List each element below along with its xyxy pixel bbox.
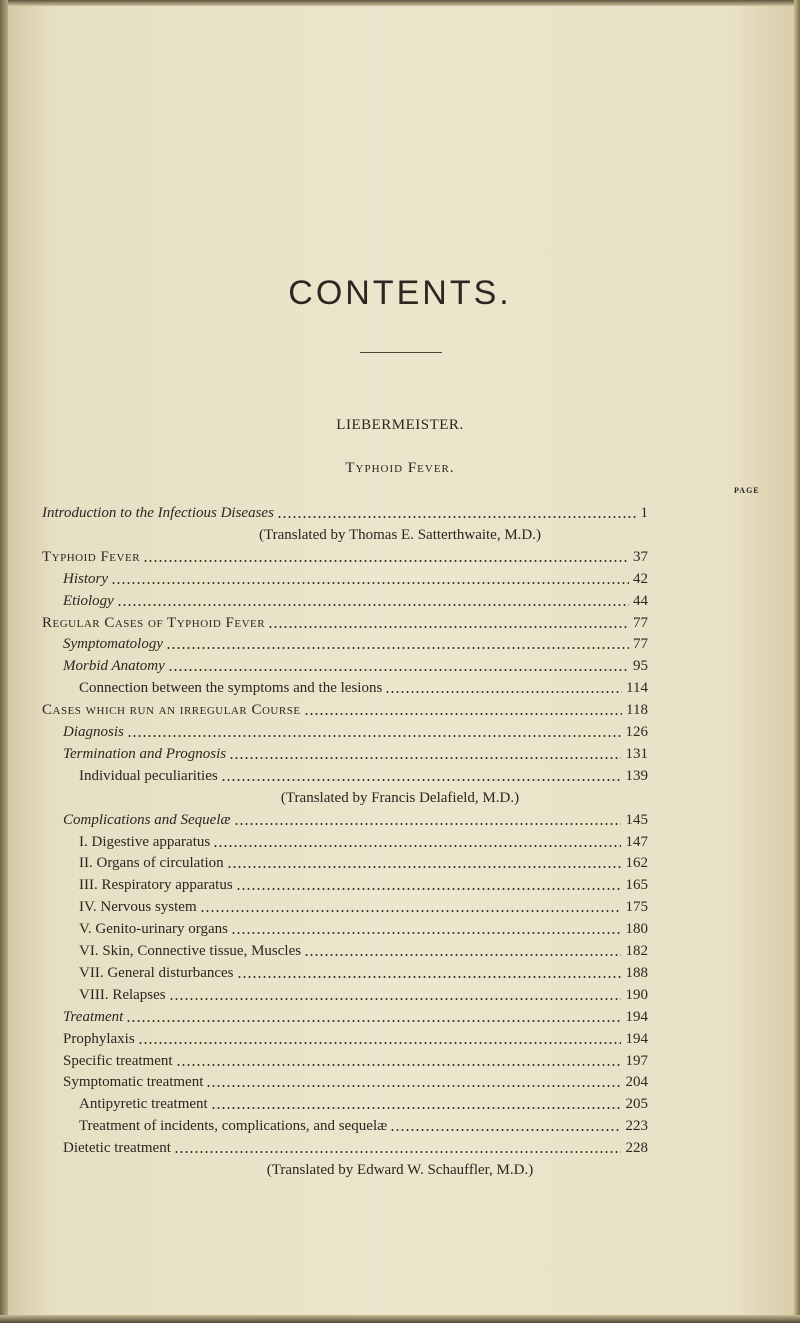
toc-entry-page: 197 bbox=[625, 1052, 648, 1069]
toc-leader-dots bbox=[200, 896, 621, 918]
toc-leader-dots bbox=[236, 874, 621, 896]
toc-leader-dots bbox=[304, 940, 621, 962]
toc-entry bbox=[0, 852, 800, 874]
toc-entry-label: VII. General disturbances bbox=[79, 964, 234, 981]
toc-entry-label: Morbid Anatomy bbox=[63, 658, 165, 675]
toc-entry-label: Antipyretic treatment bbox=[79, 1096, 208, 1113]
toc-entry-label: Treatment of incidents, complications, and sequelæ bbox=[79, 1118, 388, 1135]
toc-leader-dots bbox=[174, 1137, 621, 1159]
toc-entry-label: V. Genito-urinary organs bbox=[79, 921, 229, 938]
toc-entry-page: 182 bbox=[625, 943, 648, 959]
toc-entry bbox=[0, 1093, 800, 1115]
toc-entry-page: 37 bbox=[633, 548, 648, 565]
toc-entry bbox=[0, 809, 800, 831]
toc-entry bbox=[0, 1028, 800, 1050]
author-heading: LIEBERMEISTER. bbox=[336, 417, 464, 433]
toc-entry-label: Complications and Sequelæ bbox=[63, 811, 231, 828]
toc-leader-dots bbox=[229, 743, 621, 765]
toc-entry bbox=[0, 655, 800, 677]
toc-entry-page: 114 bbox=[626, 680, 648, 697]
toc-entry bbox=[0, 546, 800, 568]
toc-entry-label: Introduction to the Infectious Diseases bbox=[42, 505, 274, 521]
toc-entry bbox=[0, 874, 800, 896]
toc-entry bbox=[0, 984, 800, 1006]
toc-entry-label: Typhoid Fever bbox=[42, 548, 141, 565]
toc-entry-page: 228 bbox=[625, 1140, 648, 1157]
toc-entry bbox=[0, 1006, 800, 1028]
toc-entry bbox=[0, 743, 800, 765]
translator-note: (Translated by Edward W. Schauffler, M.D.) bbox=[266, 1162, 534, 1178]
toc-leader-dots bbox=[234, 809, 621, 831]
toc-leader-dots bbox=[168, 655, 629, 677]
toc-entry-page: 42 bbox=[633, 570, 648, 587]
title-rule bbox=[360, 352, 442, 353]
toc-entry-label: Treatment bbox=[63, 1008, 124, 1025]
toc-leader-dots bbox=[385, 677, 622, 699]
toc-entry bbox=[0, 633, 800, 655]
toc-entry-label: VIII. Relapses bbox=[79, 986, 166, 1003]
toc-entry-page: 95 bbox=[633, 658, 648, 675]
toc-entry-page: 205 bbox=[625, 1096, 648, 1113]
toc-entry-label: IV. Nervous system bbox=[79, 899, 197, 916]
toc-entry-label: Individual peculiarities bbox=[79, 767, 218, 784]
toc-entry bbox=[0, 590, 800, 612]
toc-entry-page: 223 bbox=[625, 1118, 648, 1135]
toc-entry-page: 147 bbox=[625, 833, 648, 850]
toc-entry-page: 175 bbox=[625, 899, 648, 916]
toc-entry-page: 77 bbox=[633, 614, 648, 631]
toc-entry-label: Specific treatment bbox=[63, 1052, 173, 1069]
toc-leader-dots bbox=[211, 1093, 621, 1115]
toc-entry bbox=[0, 962, 800, 984]
toc-entry bbox=[0, 721, 800, 743]
toc-entry-page: 204 bbox=[625, 1074, 648, 1091]
toc-leader-dots bbox=[126, 1006, 621, 1028]
toc-entry bbox=[0, 765, 800, 787]
toc-entry-label: Diagnosis bbox=[63, 724, 124, 740]
toc-leader-dots bbox=[277, 502, 636, 524]
toc-entry-page: 194 bbox=[625, 1008, 648, 1025]
toc-leader-dots bbox=[143, 546, 629, 568]
toc-leader-dots bbox=[111, 568, 629, 590]
toc-leader-dots bbox=[237, 962, 621, 984]
toc-entry bbox=[0, 568, 800, 590]
toc-entry-label: III. Respiratory apparatus bbox=[79, 877, 233, 894]
toc-entry bbox=[0, 1115, 800, 1137]
toc-entry-page: 139 bbox=[625, 767, 648, 784]
toc-entry-label: Termination and Prognosis bbox=[63, 745, 227, 762]
page-edge-top bbox=[0, 0, 800, 6]
toc-entry-label: Etiology bbox=[63, 592, 114, 609]
toc-leader-dots bbox=[221, 765, 621, 787]
toc-entry-page: 190 bbox=[625, 986, 648, 1003]
toc-entry bbox=[0, 896, 800, 918]
toc-leader-dots bbox=[176, 1050, 621, 1072]
toc-entry bbox=[0, 918, 800, 940]
toc-leader-dots bbox=[169, 984, 621, 1006]
toc-entry-label: Symptomatic treatment bbox=[63, 1074, 204, 1091]
toc-entry-label: Regular Cases of Typhoid Fever bbox=[42, 614, 266, 631]
toc-entry bbox=[0, 831, 800, 853]
toc-entry bbox=[0, 699, 800, 721]
toc-entry-page: 188 bbox=[625, 964, 648, 981]
toc-entry-page: 44 bbox=[633, 592, 648, 609]
toc-entry-label: I. Digestive apparatus bbox=[79, 833, 211, 850]
toc-entry-page: 131 bbox=[625, 745, 648, 762]
toc-leader-dots bbox=[227, 852, 621, 874]
page-column-label: PAGE bbox=[734, 486, 760, 495]
toc-entry-label: II. Organs of circulation bbox=[79, 855, 224, 872]
toc-leader-dots bbox=[390, 1115, 621, 1137]
toc-entry-page: 194 bbox=[625, 1030, 648, 1047]
toc-entry-label: History bbox=[63, 570, 108, 587]
toc-entry bbox=[0, 1071, 800, 1093]
toc-entry bbox=[0, 1050, 800, 1072]
toc-entry-label: VI. Skin, Connective tissue, Muscles bbox=[79, 943, 302, 959]
toc-entry-label: Cases which run an irregular Course bbox=[42, 702, 301, 719]
toc-entry-page: 77 bbox=[633, 636, 648, 653]
toc-entry-label: Symptomatology bbox=[63, 636, 163, 653]
translator-note: (Translated by Thomas E. Satterthwaite, M.D.) bbox=[258, 526, 542, 543]
toc-leader-dots bbox=[206, 1071, 621, 1093]
toc-leader-dots bbox=[138, 1028, 621, 1050]
toc-entry-page: 145 bbox=[625, 811, 648, 828]
page-title: CONTENTS. bbox=[288, 274, 512, 312]
toc-entry bbox=[0, 1137, 800, 1159]
toc-entry-page: 165 bbox=[625, 877, 648, 894]
toc-entry-page: 118 bbox=[626, 702, 648, 719]
toc-entry bbox=[0, 502, 800, 524]
toc-entry-page: 180 bbox=[625, 921, 648, 938]
toc-entry bbox=[0, 677, 800, 699]
toc-entry-page: 1 bbox=[640, 505, 648, 521]
toc-leader-dots bbox=[213, 831, 621, 853]
toc-entry-page: 162 bbox=[625, 855, 648, 872]
toc-entry bbox=[0, 940, 800, 962]
toc-entry bbox=[0, 612, 800, 634]
toc-entry-page: 126 bbox=[625, 724, 648, 740]
toc-leader-dots bbox=[304, 699, 622, 721]
toc-leader-dots bbox=[127, 721, 621, 743]
toc-entry-label: Connection between the symptoms and the lesions bbox=[79, 680, 383, 697]
toc-entry-label: Dietetic treatment bbox=[63, 1140, 171, 1157]
translator-note: (Translated by Francis Delafield, M.D.) bbox=[280, 789, 520, 806]
toc-leader-dots bbox=[166, 633, 629, 655]
subject-heading: Typhoid Fever. bbox=[345, 460, 455, 476]
toc-leader-dots bbox=[268, 612, 629, 634]
page-edge-bottom bbox=[0, 1315, 800, 1323]
toc-leader-dots bbox=[231, 918, 621, 940]
toc-entry-label: Prophylaxis bbox=[63, 1030, 135, 1047]
toc-leader-dots bbox=[117, 590, 629, 612]
